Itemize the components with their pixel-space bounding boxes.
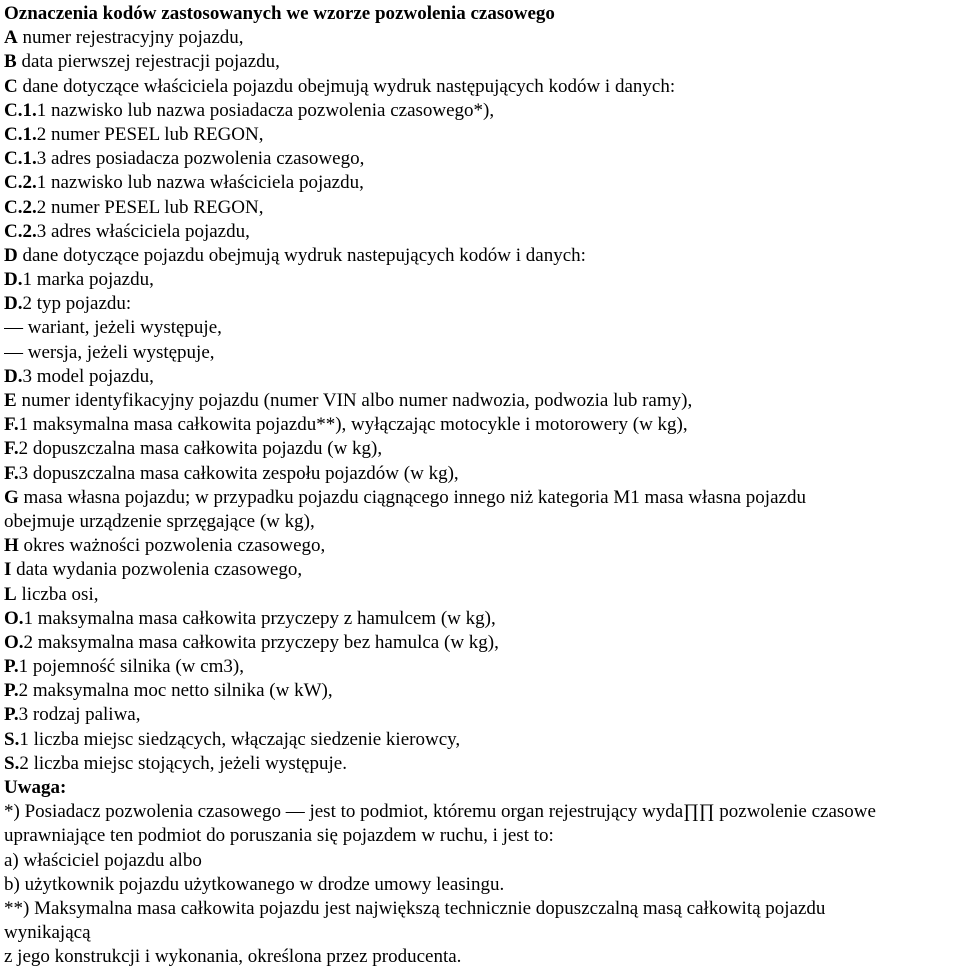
item-code-number: 2	[18, 438, 29, 460]
item-text: data pierwszej rejestracji pojazdu,	[16, 51, 280, 73]
document-title: Oznaczenia kodów zastosowanych we wzorze pozwolenia czasowego	[4, 3, 555, 24]
item-code: F.	[4, 414, 19, 436]
item-text: data wydania pozwolenia czasowego,	[11, 559, 303, 581]
code-list-item	[4, 752, 956, 776]
code-list-item	[4, 534, 956, 558]
item-code-number: 2	[36, 123, 47, 145]
code-list-item	[4, 196, 956, 220]
item-code: D.	[4, 293, 23, 315]
item-code: C.1.	[4, 123, 37, 145]
code-list-item	[4, 147, 956, 171]
item-text: numer identyfikacyjny pojazdu (numer VIN albo numer nadwozia, podwozia lub ramy),	[16, 390, 693, 411]
item-text: dopuszczalna masa całkowita zespołu pojazdów (w kg),	[28, 462, 459, 484]
item-code-number: 3	[18, 704, 29, 726]
code-list-item	[4, 583, 956, 607]
note-line: z jego konstrukcji i wykonania, określona przez producenta.	[4, 946, 462, 968]
item-text: masa własna pojazdu; w przypadku pojazdu ciągnącego innego niż kategoria M1 masa własna pojazdu	[18, 486, 806, 508]
code-list-item	[4, 341, 956, 365]
item-code: H	[4, 535, 19, 557]
item-code-number: 1	[23, 607, 34, 629]
item-code: B	[4, 51, 17, 73]
item-code-number: 1	[18, 414, 29, 436]
item-code-number: 1	[36, 99, 47, 121]
code-list-item	[4, 510, 956, 534]
code-list-item	[4, 171, 956, 195]
item-text: obejmuje urządzenie sprzęgające (w kg),	[4, 510, 315, 532]
dash-marker: —	[4, 341, 23, 363]
item-code-number: 2	[18, 680, 29, 702]
item-text: model pojazdu,	[31, 365, 154, 387]
item-code: D.	[4, 269, 23, 291]
code-list-item	[4, 75, 956, 99]
item-code-number: 1	[22, 269, 32, 291]
item-code-number: 1	[19, 728, 29, 750]
item-text: numer PESEL lub REGON,	[46, 123, 264, 145]
item-code: L	[4, 583, 17, 605]
code-list-item	[4, 607, 956, 631]
item-code: O.	[4, 607, 24, 629]
item-text: liczba osi,	[16, 583, 99, 605]
item-text: dopuszczalna masa całkowita pojazdu (w kg),	[28, 438, 383, 460]
item-code-number: 2	[22, 293, 32, 315]
item-code-number: 2	[23, 631, 34, 653]
item-code: G	[4, 486, 19, 508]
item-code: C.2.	[4, 172, 37, 194]
item-code-number: 2	[19, 752, 29, 774]
code-list-item	[4, 268, 956, 292]
item-code: C.2.	[4, 220, 37, 242]
item-code: D	[4, 244, 18, 266]
item-code: S.	[4, 728, 20, 750]
code-list-item	[4, 292, 956, 316]
code-list-item	[4, 389, 956, 413]
item-code-number: 2	[36, 196, 47, 218]
note-line: b) użytkownik pojazdu użytkowanego w drodze umowy leasingu.	[4, 873, 505, 895]
item-code-number: 1	[36, 172, 47, 194]
item-text: nazwisko lub nazwa właściciela pojazdu,	[46, 172, 364, 194]
code-list-item	[4, 703, 956, 727]
item-text: dane dotyczące właściciela pojazdu obejmują wydruk następujących kodów i danych:	[17, 75, 676, 97]
code-list	[4, 26, 956, 776]
code-list-item	[4, 316, 956, 340]
dash-marker: —	[4, 317, 23, 339]
item-text: okres ważności pozwolenia czasowego,	[18, 535, 326, 557]
item-text: typ pojazdu:	[31, 293, 132, 315]
item-code: P.	[4, 680, 19, 702]
item-text: liczba miejsc stojących, jeżeli występuje.	[28, 752, 347, 774]
item-text: nazwisko lub nazwa posiadacza pozwolenia czasowego*),	[46, 99, 495, 121]
item-text: wariant, jeżeli występuje,	[23, 317, 222, 339]
item-code: C	[4, 75, 18, 97]
item-code: C.1.	[4, 148, 37, 170]
item-code: A	[4, 27, 18, 49]
item-code-number: 3	[22, 365, 32, 387]
item-code: P.	[4, 656, 19, 678]
item-code-number: 3	[36, 220, 47, 242]
item-text: adres posiadacza pozwolenia czasowego,	[46, 148, 365, 170]
code-list-item	[4, 99, 956, 123]
item-text: marka pojazdu,	[31, 269, 154, 291]
item-text: maksymalna masa całkowita pojazdu**), wyłączając motocykle i motorowery (w kg),	[28, 414, 688, 436]
item-code: I	[4, 559, 12, 581]
item-text: maksymalna moc netto silnika (w kW),	[28, 680, 333, 702]
note-heading: Uwaga:	[4, 777, 67, 798]
item-text: wersja, jeżeli występuje,	[23, 341, 215, 363]
item-code-number: 3	[18, 462, 29, 484]
code-list-item	[4, 728, 956, 752]
code-list-item	[4, 486, 956, 510]
item-text: maksymalna masa całkowita przyczepy bez hamulca (w kg),	[33, 631, 499, 653]
item-code: D.	[4, 365, 23, 387]
item-code: O.	[4, 631, 24, 653]
code-list-item	[4, 413, 956, 437]
code-list-item	[4, 220, 956, 244]
note-line: **) Maksymalna masa całkowita pojazdu jest największą technicznie dopuszczalną masą całkowitą pojazdu	[4, 897, 826, 919]
item-code-number: 1	[18, 656, 29, 678]
code-list-item	[4, 244, 956, 268]
code-list-item	[4, 365, 956, 389]
item-text: pojemność silnika (w cm3),	[28, 656, 244, 678]
item-code-number: 3	[36, 148, 47, 170]
note-line: a) właściciel pojazdu albo	[4, 849, 202, 871]
note-line: wynikającą	[4, 922, 91, 944]
code-list-item	[4, 558, 956, 582]
item-code: C.1.	[4, 99, 37, 121]
item-code: E	[4, 390, 17, 411]
code-list-item	[4, 50, 956, 74]
item-text: maksymalna masa całkowita przyczepy z hamulcem (w kg),	[33, 607, 496, 629]
notes-section	[4, 800, 956, 969]
code-list-item	[4, 655, 956, 679]
item-text: dane dotyczące pojazdu obejmują wydruk nastepujących kodów i danych:	[17, 244, 586, 266]
item-code: S.	[4, 752, 20, 774]
note-line: uprawniające ten podmiot do poruszania się pojazdem w ruchu, i jest to:	[4, 825, 554, 847]
item-text: liczba miejsc siedzących, włączając siedzenie kierowcy,	[28, 728, 461, 750]
item-code: F.	[4, 438, 19, 460]
code-list-item	[4, 437, 956, 461]
item-text: numer rejestracyjny pojazdu,	[17, 27, 244, 49]
code-list-item	[4, 679, 956, 703]
code-list-item	[4, 123, 956, 147]
code-list-item	[4, 631, 956, 655]
note-line: *) Posiadacz pozwolenia czasowego — jest to podmiot, któremu organ rejestrujący wyda∏∏ pozwolenie czasowe	[4, 801, 876, 823]
item-text: adres właściciela pojazdu,	[46, 220, 250, 242]
item-code: F.	[4, 462, 19, 484]
code-list-item	[4, 462, 956, 486]
item-text: numer PESEL lub REGON,	[46, 196, 264, 218]
item-code: P.	[4, 704, 19, 726]
code-list-item	[4, 26, 956, 50]
item-code: C.2.	[4, 196, 37, 218]
item-text: rodzaj paliwa,	[28, 704, 141, 726]
